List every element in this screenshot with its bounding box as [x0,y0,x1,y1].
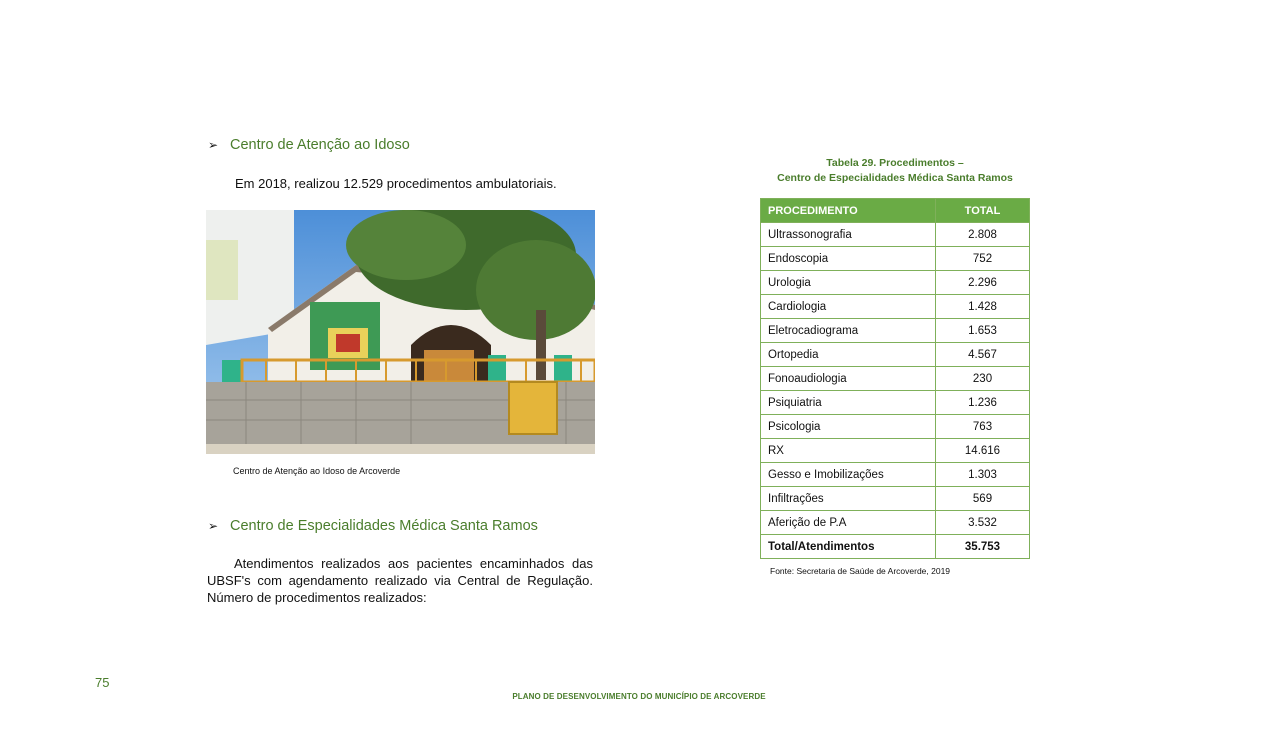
table-row [761,367,1030,391]
table-title-line1: Tabela 29. Procedimentos – [826,157,964,169]
arrow-bullet-icon: ➢ [208,138,219,152]
table-row [761,391,1030,415]
cell-total: 230 [936,367,1030,391]
building-photo [206,210,595,454]
table-row [761,343,1030,367]
page-number: 75 [95,675,110,690]
photo-caption: Centro de Atenção ao Idoso de Arcoverde [233,466,401,476]
cell-procedure: RX [761,439,936,463]
cell-procedure: Cardiologia [761,295,936,319]
cell-total: 1.236 [936,391,1030,415]
cell-total: 569 [936,487,1030,511]
procedures-table-wrapper [760,198,1030,559]
cell-total: 2.808 [936,223,1030,247]
table-row [761,247,1030,271]
table-row [761,439,1030,463]
cell-total: 763 [936,415,1030,439]
cell-procedure: Urologia [761,271,936,295]
cell-procedure: Ultrassonografia [761,223,936,247]
cell-total: 752 [936,247,1030,271]
column-header-total: TOTAL [936,199,1030,223]
footer-title: PLANO DE DESENVOLVIMENTO DO MUNICÍPIO DE ARCOVERDE [512,692,766,701]
section-heading-idoso [208,137,410,153]
total-label: Total/Atendimentos [761,535,936,559]
table-source: Fonte: Secretaria de Saúde de Arcoverde, 2019 [770,566,951,576]
cell-total: 1.303 [936,463,1030,487]
procedures-table [760,198,1030,559]
cell-procedure: Infiltrações [761,487,936,511]
table-row [761,415,1030,439]
cell-procedure: Eletrocadiograma [761,319,936,343]
table-total-row [761,535,1030,559]
section-heading-label: Centro de Especialidades Médica Santa Ramos [230,518,538,534]
table-row [761,319,1030,343]
table-row [761,295,1030,319]
cell-procedure: Psiquiatria [761,391,936,415]
cell-procedure: Psicologia [761,415,936,439]
table-title [760,156,1030,186]
table-row [761,271,1030,295]
cell-procedure: Ortopedia [761,343,936,367]
cell-procedure: Endoscopia [761,247,936,271]
cell-total: 1.428 [936,295,1030,319]
cell-total: 2.296 [936,271,1030,295]
arrow-bullet-icon: ➢ [208,519,219,533]
total-value: 35.753 [936,535,1030,559]
section1-text: Em 2018, realizou 12.529 procedimentos ambulatoriais. [235,176,557,191]
section2-text: Atendimentos realizados aos pacientes encaminhados das UBSF's com agendamento realizado via Central de Regulação. Número de procedimentos realizados: [207,556,593,605]
table-title-line2: Centro de Especialidades Médica Santa Ramos [777,172,1013,184]
cell-total: 3.532 [936,511,1030,535]
table-row [761,463,1030,487]
cell-procedure: Gesso e Imobilizações [761,463,936,487]
table-row [761,223,1030,247]
cell-total: 1.653 [936,319,1030,343]
section-heading-especialidades [208,518,538,534]
table-row [761,487,1030,511]
table-row [761,511,1030,535]
cell-procedure: Fonoaudiologia [761,367,936,391]
cell-total: 4.567 [936,343,1030,367]
table-header-row [761,199,1030,223]
cell-procedure: Aferição de P.A [761,511,936,535]
section-heading-label: Centro de Atenção ao Idoso [230,137,410,153]
cell-total: 14.616 [936,439,1030,463]
column-header-procedimento: PROCEDIMENTO [761,199,936,223]
